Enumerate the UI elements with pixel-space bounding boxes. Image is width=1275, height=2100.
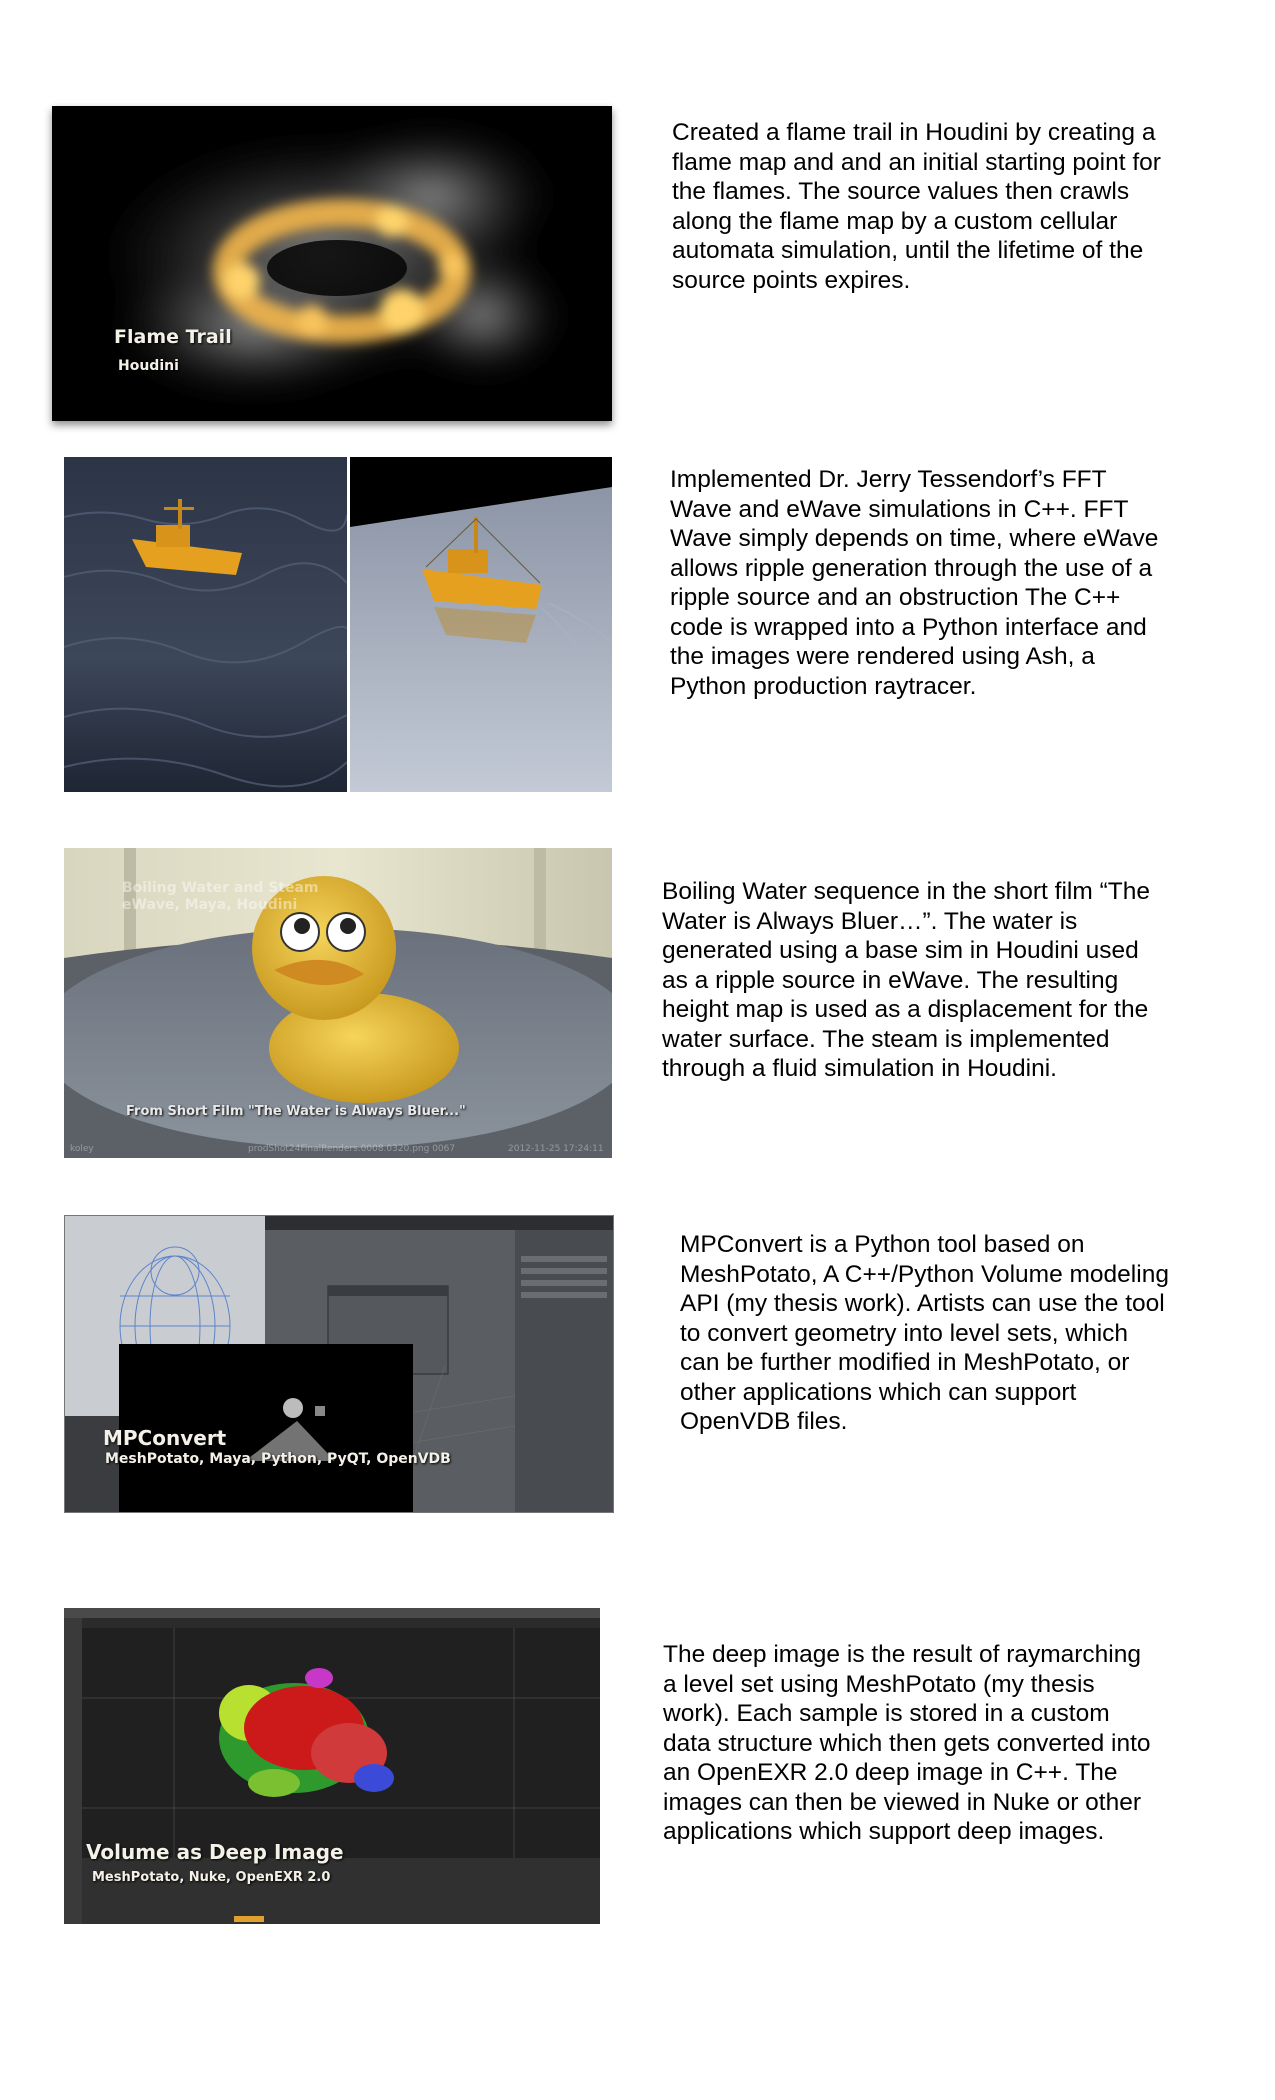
flame-trail-image: [52, 106, 612, 421]
deep-caption-title: Volume as Deep Image: [86, 1840, 344, 1864]
maya-screenshot: [65, 1216, 613, 1512]
render-meta-left: koley: [70, 1144, 94, 1154]
ewave-render: [350, 457, 612, 792]
nuke-toolbar: [64, 1618, 82, 1924]
boiling-overlay-line2: eWave, Maya, Houdini: [122, 897, 298, 913]
mpconvert-caption-title: MPConvert: [103, 1426, 227, 1450]
mpconvert-caption-subtitle: MeshPotato, Maya, Python, PyQT, OpenVDB: [105, 1451, 451, 1467]
fft-description: Implemented Dr. Jerry Tessendorf’s FFT Wave and eWave simulations in C++. FFT Wave simply depends on time, where eWave allows ripple generation through the use of a ripple source and an obstruction The C++ code is wrapped into a Python interface and the images were rendered using Ash, a Python production raytracer.: [670, 466, 1159, 700]
deep-caption-subtitle: MeshPotato, Nuke, OpenEXR 2.0: [92, 1870, 331, 1885]
boiling-overlay-line1: Boiling Water and Steam: [122, 880, 319, 896]
ewave-image: [350, 457, 612, 792]
mpconvert-description: MPConvert is a Python tool based on MeshPotato, A C++/Python Volume modeling API (my thesis work). Artists can use the tool to convert geometry into level sets, which can be further modified in MeshPotato, or other applications which can support OpenVDB files.: [680, 1231, 1169, 1435]
boiling-film-caption: From Short Film "The Water is Always Bluer...": [126, 1104, 466, 1119]
boiling-description: Boiling Water sequence in the short film “The Water is Always Bluer…”. The water is generated using a base sim in Houdini used as a ripple source in eWave. The resulting height map is used as a displacement for the water surface. The steam is implemented through a fluid simulation in Houdini.: [662, 878, 1150, 1082]
boiling-water-image: [64, 848, 612, 1158]
fft-wave-image: [64, 457, 347, 792]
deep-image-description: The deep image is the result of raymarching a level set using MeshPotato (my thesis work). Each sample is stored in a custom data structure which then gets converted into an OpenEXR 2.0 deep image in C++. The images can then be viewed in Nuke or other applications which support deep images.: [663, 1641, 1151, 1845]
mpconvert-image: [64, 1215, 614, 1513]
render-meta-center: prodShot24FinalRenders.0008.0320.png 0067: [248, 1144, 456, 1154]
deep-image-image: [64, 1608, 600, 1924]
fft-ocean-render: [64, 457, 347, 792]
flame-caption-subtitle: Houdini: [118, 358, 179, 374]
flame-description: Created a flame trail in Houdini by creating a flame map and and an initial starting point for the flames. The source values then crawls along the flame map by a custom cellular automata simulation, until the lifetime of the source points expires.: [672, 119, 1161, 294]
render-meta-right: 2012-11-25 17:24:11: [508, 1144, 604, 1154]
flame-caption-title: Flame Trail: [114, 326, 232, 348]
